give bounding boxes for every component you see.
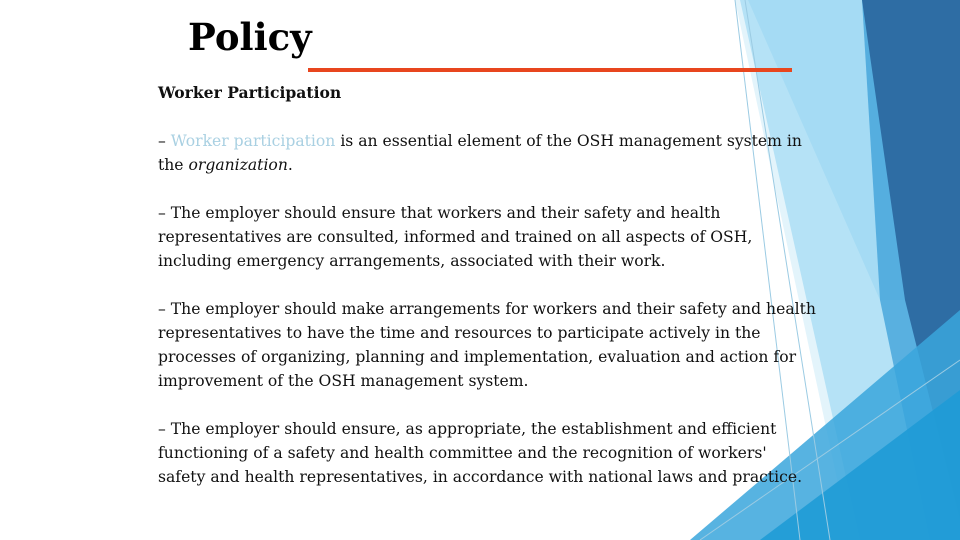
paragraph-1-tail: . <box>287 156 293 174</box>
paragraph-3: – The employer should make arrangements for workers and their safety and health representatives to have the time and resources to participate actively in the processes of organizing, planning and implementation, evaluation and action for improvement of the OSH management system. <box>158 300 816 390</box>
paragraph-1-text: is an essential element of the OSH management system in the <box>158 132 802 174</box>
paragraph-1 <box>158 129 818 177</box>
slide-body <box>158 80 818 489</box>
paragraph-1-italic: organization <box>188 156 288 174</box>
paragraph-1-dash: – <box>158 132 166 150</box>
title-underline <box>308 68 792 72</box>
paragraph-2: – The employer should ensure that workers and their safety and health representatives are consulted, informed and trained on all aspects of OSH, including emergency arrangements, associated with their work. <box>158 204 753 270</box>
paragraph-1-highlight: Worker participation <box>170 132 336 150</box>
subheading: Worker Participation <box>158 83 342 102</box>
slide-title: Policy <box>188 15 312 59</box>
paragraph-4: – The employer should ensure, as appropriate, the establishment and efficient functioning of a safety and health committee and the recognition of workers' safety and health representatives, in accordance with national laws and practice. <box>158 420 803 486</box>
